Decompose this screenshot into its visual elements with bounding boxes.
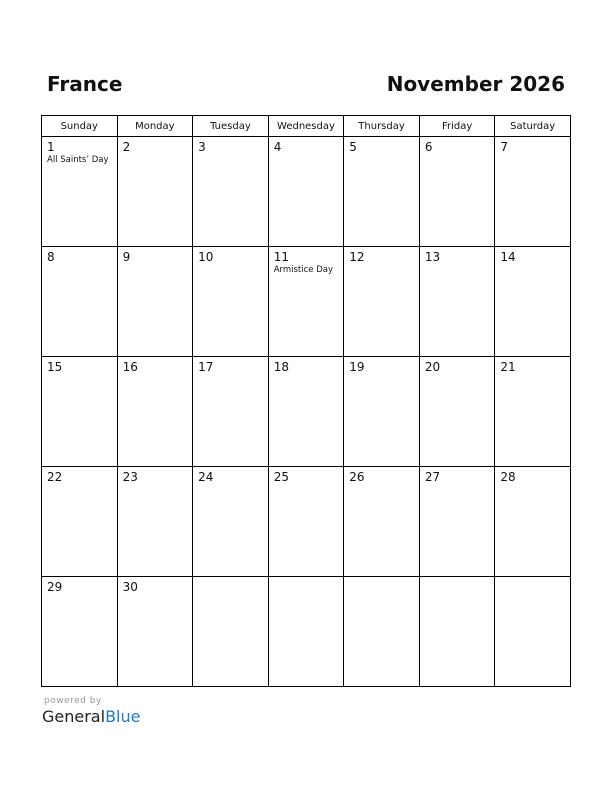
day-number: 23: [122, 470, 138, 484]
weekday-monday: Monday: [117, 116, 193, 137]
day-number: 7: [500, 140, 509, 154]
day-cell: [419, 577, 495, 687]
day-cell: [344, 577, 420, 687]
day-number: 25: [273, 470, 289, 484]
day-cell: [419, 357, 495, 467]
week-row: [42, 467, 571, 577]
day-cell: [42, 577, 118, 687]
day-number: 30: [122, 580, 138, 594]
day-number: 15: [47, 360, 63, 374]
day-cell: [42, 357, 118, 467]
day-number: 12: [349, 250, 365, 264]
day-cell: [193, 467, 269, 577]
day-number: 27: [424, 470, 441, 484]
day-cell: [344, 467, 420, 577]
footer-branding: [42, 696, 140, 726]
day-cell: [495, 247, 571, 357]
day-number: 9: [122, 250, 131, 264]
day-number: 5: [349, 140, 357, 154]
day-cell: [344, 357, 420, 467]
day-number: 21: [500, 360, 516, 374]
day-number: 19: [349, 360, 365, 374]
day-number: 6: [424, 140, 433, 154]
day-number: 29: [47, 580, 63, 594]
day-cell: [495, 357, 571, 467]
holiday-label: Armistice Day: [273, 265, 334, 275]
powered-by-text: powered by: [44, 696, 102, 706]
day-number: 11: [273, 250, 289, 264]
day-cell: [42, 247, 118, 357]
day-cell: [344, 137, 420, 247]
day-cell: [42, 467, 118, 577]
weekday-wednesday: Wednesday: [268, 116, 344, 137]
day-cell: [344, 247, 420, 357]
day-cell: [495, 137, 571, 247]
day-number: 14: [500, 250, 516, 264]
day-number: 10: [198, 250, 214, 264]
country-title: France: [47, 72, 123, 96]
day-number: 28: [500, 470, 516, 484]
holiday-label: All Saints’ Day: [47, 155, 109, 165]
day-number: 3: [198, 140, 206, 154]
day-cell: [117, 357, 193, 467]
weekday-thursday: Thursday: [344, 116, 420, 137]
day-number: 18: [273, 360, 289, 374]
day-number: 24: [198, 470, 214, 484]
day-cell: [268, 357, 344, 467]
weekday-sunday: Sunday: [42, 116, 118, 137]
generalblue-logo: [42, 707, 140, 726]
week-row: [42, 577, 571, 687]
day-number: 22: [47, 470, 63, 484]
day-cell: [419, 137, 495, 247]
weekday-saturday: Saturday: [495, 116, 571, 137]
day-cell: [268, 247, 344, 357]
weekday-friday: Friday: [419, 116, 495, 137]
day-number: 17: [198, 360, 214, 374]
day-cell: [42, 137, 118, 247]
day-cell: [495, 577, 571, 687]
calendar-grid: [41, 115, 571, 687]
day-number: 4: [273, 140, 282, 154]
month-title: November 2026: [386, 72, 565, 96]
day-number: 13: [424, 250, 441, 264]
day-cell: [419, 247, 495, 357]
day-cell: [117, 137, 193, 247]
day-cell: [193, 357, 269, 467]
weekday-header-row: [42, 116, 571, 137]
day-number: 16: [122, 360, 138, 374]
day-cell: [117, 467, 193, 577]
logo-blue: Blue: [105, 707, 141, 726]
day-cell: [193, 247, 269, 357]
week-row: [42, 247, 571, 357]
week-row: [42, 357, 571, 467]
day-number: 2: [122, 140, 131, 154]
day-cell: [193, 577, 269, 687]
logo-general: General: [42, 707, 106, 726]
day-cell: [495, 467, 571, 577]
day-cell: [419, 467, 495, 577]
day-number: 20: [424, 360, 441, 374]
day-cell: [193, 137, 269, 247]
weekday-tuesday: Tuesday: [193, 116, 269, 137]
day-number: 1: [47, 140, 55, 154]
day-number: 26: [349, 470, 365, 484]
day-cell: [117, 247, 193, 357]
day-cell: [268, 577, 344, 687]
week-row: [42, 137, 571, 247]
day-number: 8: [47, 250, 55, 264]
day-cell: [268, 467, 344, 577]
day-cell: [117, 577, 193, 687]
day-cell: [268, 137, 344, 247]
